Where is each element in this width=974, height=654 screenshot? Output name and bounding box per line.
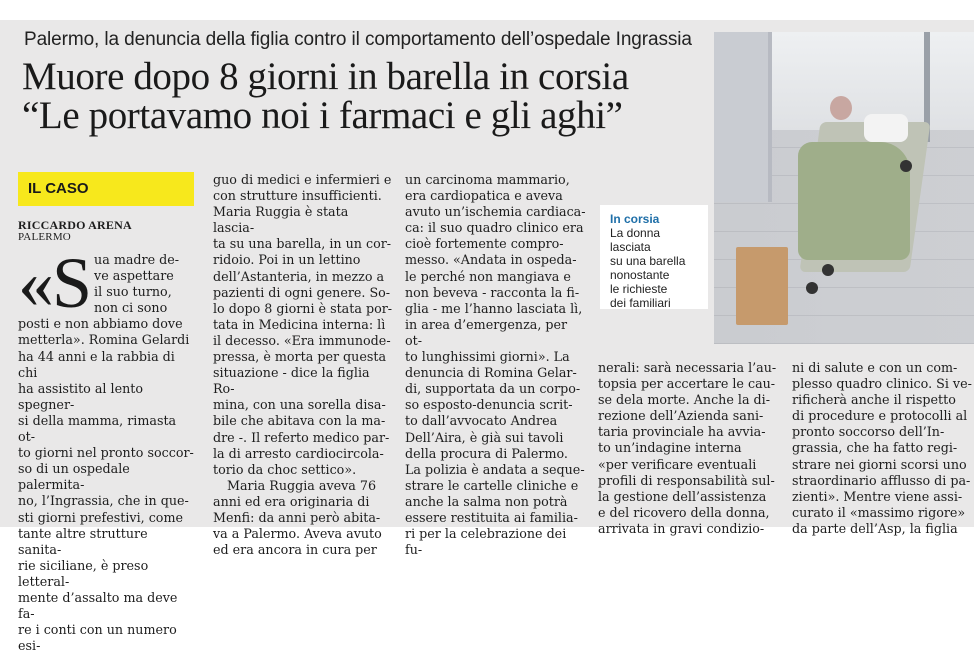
text-line: to giorni nel pronto soccor- [18,445,194,461]
text-line: di procedure e protocolli al [792,408,968,424]
text-line: ed era ancora in cura per [213,542,377,558]
text-line: anche la salma non potrà [405,493,568,509]
dateline: PALERMO [18,231,71,243]
text-line: e del ricovero della donna, [598,504,770,520]
author-name: RICCARDO ARENA [18,218,132,232]
text-line: in area d’emergenza, per ot- [405,316,568,348]
text-line: La polizia è andata a seque- [405,461,585,477]
text-line: essere restituita ai familia- [405,509,578,525]
article-column-1 [18,243,194,654]
text-line: torio da choc settico». [213,461,357,477]
article-column-4 [598,360,778,537]
text-line: va a Palermo. Aveva avuto [213,526,382,542]
text-line: il suo turno, [94,284,172,300]
text-line: situazione - dice la figlia Ro- [213,365,370,397]
photo-caption [600,205,708,309]
text-line: ha assistito al lento spegner- [18,380,143,412]
text-line: rie siciliane, è preso letteral- [18,557,149,589]
text-line: guo di medici e infermieri e [213,172,392,187]
text-line: dei familiari [610,296,671,310]
text-line: era cardiopatica e aveva [405,188,563,204]
paper-bag [736,247,788,325]
text-line: curato il «massimo rigore» [792,504,966,520]
text-line: ni di salute e con un com- [792,360,958,375]
text-line: se dela morte. Anche la di- [598,392,771,408]
section-label: IL CASO [18,172,194,206]
text-line: nerali: sarà necessaria l’au- [598,360,777,375]
text-line: si della mamma, rimasta ot- [18,412,177,445]
text-line: cioè fortemente compro- [405,236,564,252]
text-line: mina, con una sorella disa- [213,397,386,413]
text-line: pressa, è morta per questa [213,349,387,365]
text-line: dre -. Il referto medico par- [213,429,390,445]
text-line: messo. «Andata in ospeda- [405,252,577,268]
headline-line-2: “Le portavamo noi i farmaci e gli aghi” [22,94,623,137]
text-line: glia - me l’hanno lasciata lì, [405,300,583,316]
text-line: Maria Ruggia aveva 76 [227,477,377,493]
text-line: strare le cartelle cliniche e [405,477,579,493]
kicker: Palermo, la denuncia della figlia contro il comportamento dell’ospedale Ingrassia [24,29,692,50]
text-line: no, l’Ingrassia, che in que- [18,493,189,509]
text-line: di, supportata da un corpo- [405,381,581,397]
text-line: pronto soccorso dell’In- [792,424,945,440]
text-line: to lunghissimi giorni». La [405,349,570,365]
text-line: bile che abitava con la ma- [213,413,386,429]
text-line: rificherà anche il rispetto [792,392,956,408]
text-line: ri per la celebrazione dei fu- [405,526,567,558]
text-line: ua madre de- [94,252,180,267]
text-line: la gestione dell’assistenza [598,488,767,504]
text-line: ha 44 anni e la rabbia di chi [18,348,175,380]
text-line: ca: il suo quadro clinico era [405,220,584,236]
text-line: sti giorni prefestivi, come [18,509,183,525]
text-line: Menfi: da anni però abita- [213,509,381,525]
article-column-3 [405,172,587,558]
text-line: ta su una barella, in un cor- [213,236,392,252]
text-line: il decesso. «Era immunode- [213,332,391,348]
text-line: Dell’Aira, è già sui tavoli [405,429,564,445]
text-line: tata in Medicina interna: lì [213,316,386,332]
caption-title: In corsia [610,212,660,226]
article-column-2 [213,172,393,558]
text-line: della procura di Palermo. [405,445,568,461]
text-line: da parte dell’Asp, la figlia [792,520,958,536]
caption-text [610,226,702,310]
text-line: topsia per accertare le cau- [598,376,776,392]
text-line: avuto un’ischemia cardiaca- [405,204,586,220]
article-column-5 [792,360,972,537]
text-line: dell’Astanteria, in mezzo a [213,268,385,284]
text-line: tante altre strutture sanita- [18,525,148,557]
text-line: ridoio. Poi in un lettino [213,252,361,268]
text-line: re i conti con un numero esi- [18,622,177,654]
text-line: con strutture insufficienti. [213,188,382,204]
text-line: Maria Ruggia è stata lascia- [213,204,349,236]
hospital-corridor-photo [714,32,974,344]
text-line: la di arresto cardiocircola- [213,445,384,461]
text-line: plesso quadro clinico. Si ve- [792,376,972,392]
dropcap: «S [18,243,91,323]
text-line: anni ed era originaria di [213,493,370,509]
text-line: non ci sono [94,300,168,316]
text-line: so esposto-denuncia scrit- [405,397,573,413]
text-line: profili di responsabilità sul- [598,472,775,488]
text-line: pazienti di ogni genere. So- [213,284,391,300]
text-line: La donna [610,226,661,240]
text-line: taria provinciale ha avvia- [598,424,766,440]
text-line: to dall’avvocato Andrea [405,413,558,429]
text-line: su una barella [610,254,686,268]
headline [22,57,712,135]
text-line: posti e non abbiamo dove [18,316,183,332]
text-line: so di un ospedale palermita- [18,461,130,493]
text-line: to un’indagine interna [598,440,742,456]
text-line: le perché non mangiava e [405,268,571,284]
text-line: lasciata [610,240,651,254]
text-line: straordinario afflusso di pa- [792,472,971,488]
text-line: rezione dell’Azienda sani- [598,408,764,424]
text-line: le richieste [610,282,668,296]
text-line: zienti». Mentre viene assi- [792,488,963,504]
text-line: metterla». Romina Gelardi [18,332,190,348]
text-line: arrivata in gravi condizio- [598,520,765,536]
text-line: «per verificare eventuali [598,456,757,472]
text-line: lo dopo 8 giorni è stata por- [213,300,393,316]
text-line: nonostante [610,268,670,282]
headline-line-1: Muore dopo 8 giorni in barella in corsia [22,55,629,98]
text-line: denuncia di Romina Gelar- [405,365,577,381]
text-line: mente d’assalto ma deve fa- [18,589,178,622]
text-line: grassia, che ha fatto regi- [792,440,958,456]
text-line: non beveva - racconta la fi- [405,284,580,300]
newspaper-page [0,20,974,654]
text-line: un carcinoma mammario, [405,172,570,187]
text-line: ve aspettare [94,268,174,284]
text-line: strare nei giorni scorsi uno [792,456,967,472]
